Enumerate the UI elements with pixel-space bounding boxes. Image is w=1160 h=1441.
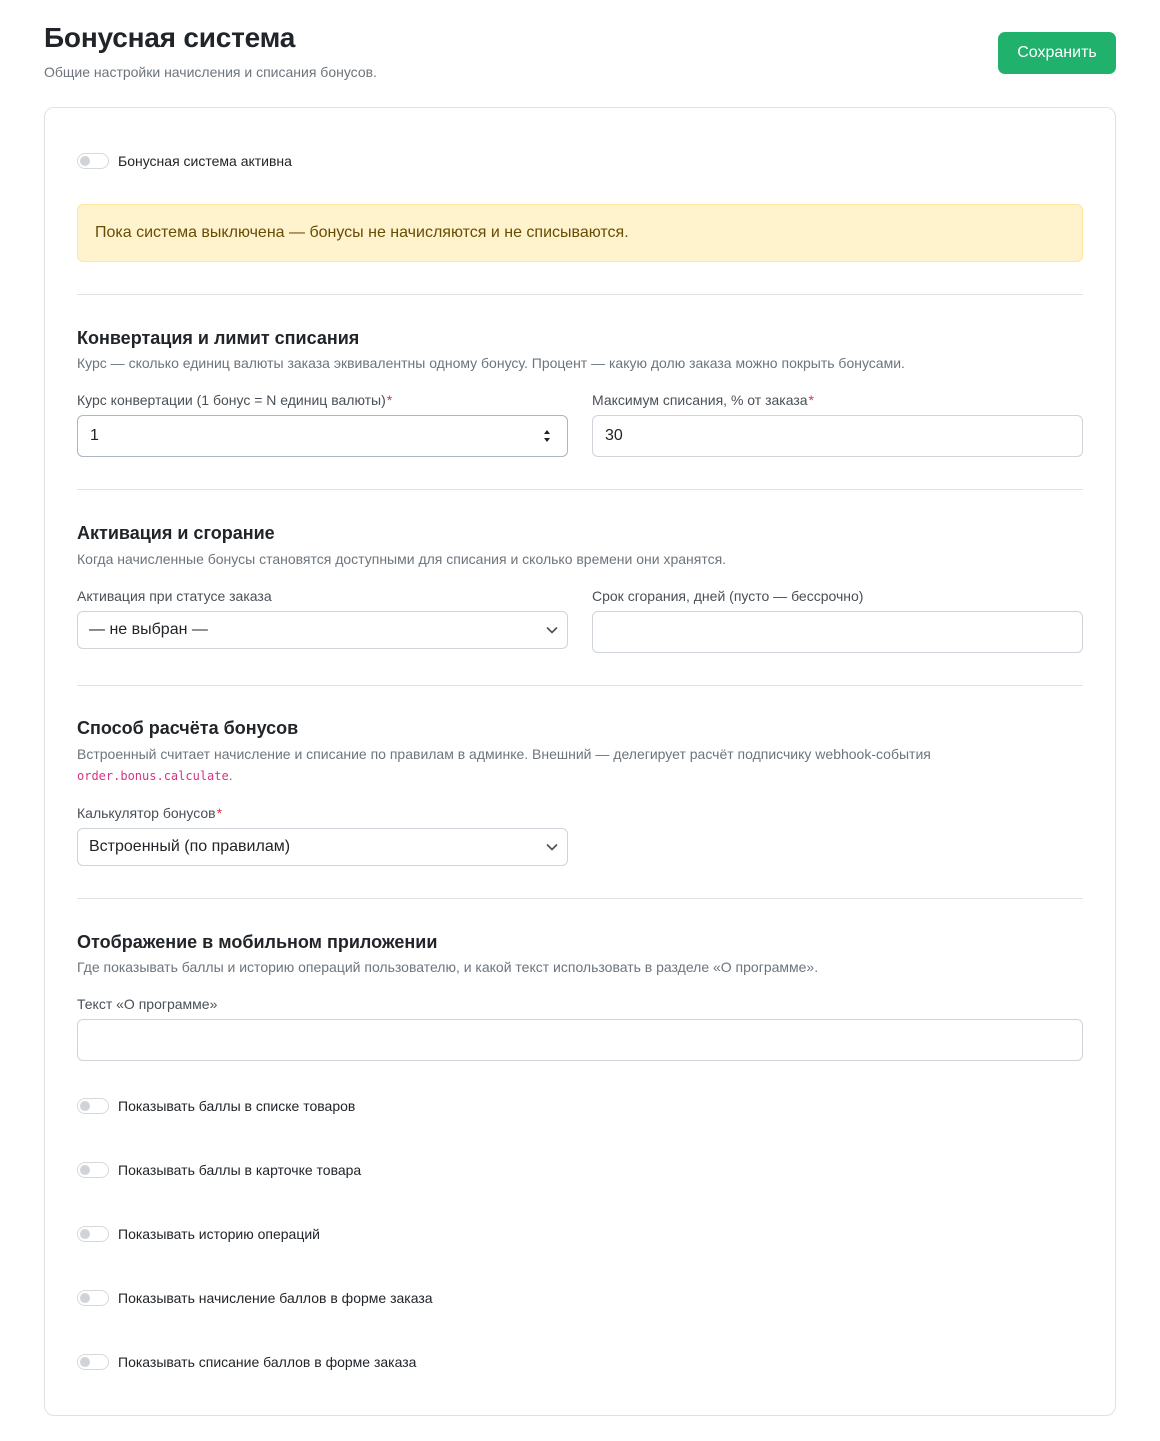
mobile-section-title: Отображение в мобильном приложении bbox=[77, 932, 438, 952]
max-writeoff-input[interactable] bbox=[592, 415, 1083, 457]
activation-status-label: Активация при статусе заказа bbox=[77, 588, 272, 604]
toggle-writeoff-in-order-form[interactable] bbox=[77, 1354, 109, 1370]
divider bbox=[77, 685, 1083, 686]
toggle-label: Показывать историю операций bbox=[118, 1226, 320, 1242]
webhook-event-code: order.bonus.calculate bbox=[77, 769, 229, 783]
page-subtitle: Общие настройки начисления и списания бонусов. bbox=[44, 64, 377, 80]
chevron-down-icon bbox=[546, 624, 558, 636]
settings-card bbox=[44, 107, 1116, 1416]
toggle-operations-history[interactable] bbox=[77, 1226, 109, 1242]
toggle-points-in-product-card[interactable] bbox=[77, 1162, 109, 1178]
calculator-select[interactable] bbox=[77, 828, 568, 866]
activation-status-value: — не выбран — bbox=[89, 621, 208, 638]
toggle-label: Показывать баллы в списке товаров bbox=[118, 1098, 356, 1114]
required-mark: * bbox=[216, 805, 223, 821]
page-title: Бонусная система bbox=[44, 22, 296, 53]
mobile-section-description: Где показывать баллы и историю операций пользователю, и какой текст использовать в разделе «О программе». bbox=[77, 959, 819, 975]
system-active-label: Бонусная система активна bbox=[118, 153, 292, 169]
chevron-down-icon bbox=[546, 841, 558, 853]
description-period: . bbox=[228, 767, 233, 783]
toggle-label: Показывать списание баллов в форме заказа bbox=[118, 1354, 417, 1370]
required-mark: * bbox=[808, 392, 814, 408]
calculator-value: Встроенный (по правилам) bbox=[89, 838, 291, 855]
about-text-label: Текст «О программе» bbox=[77, 996, 218, 1012]
about-text-input[interactable] bbox=[77, 1019, 1083, 1061]
system-active-toggle[interactable] bbox=[77, 153, 109, 169]
number-spinner-icon[interactable] bbox=[541, 425, 553, 447]
expiry-days-label: Срок сгорания, дней (пусто — бессрочно) bbox=[592, 588, 864, 604]
activation-status-select[interactable] bbox=[77, 611, 568, 649]
toggle-label: Показывать начисление баллов в форме заказа bbox=[118, 1290, 433, 1306]
divider bbox=[77, 294, 1083, 295]
toggle-label: Показывать баллы в карточке товара bbox=[118, 1162, 362, 1178]
max-writeoff-value: 30 bbox=[605, 427, 623, 444]
calculation-section-description bbox=[77, 744, 1077, 787]
calculator-field-label: Калькулятор бонусов* bbox=[77, 805, 223, 821]
calculation-description-text: Встроенный считает начисление и списание по правилам в админке. Внешний — делегирует расчёт подписчику webhook-события bbox=[77, 746, 931, 762]
toggle-points-in-product-list[interactable] bbox=[77, 1098, 109, 1114]
divider bbox=[77, 489, 1083, 490]
activation-section-title: Активация и сгорание bbox=[77, 523, 275, 543]
save-button[interactable]: Сохранить bbox=[998, 32, 1116, 74]
required-mark: * bbox=[386, 392, 393, 408]
disabled-warning-alert: Пока система выключена — бонусы не начисляются и не списываются. bbox=[77, 204, 1083, 262]
conversion-rate-value: 1 bbox=[90, 427, 99, 444]
activation-section-description: Когда начисленные бонусы становятся доступными для списания и сколько времени они хранятся. bbox=[77, 551, 727, 567]
conversion-section-description: Курс — сколько единиц валюты заказа эквивалентны одному бонусу. Процент — какую долю заказа можно покрыть бонусами. bbox=[77, 355, 905, 371]
calculation-section-title: Способ расчёта бонусов bbox=[77, 718, 299, 738]
conversion-section-title: Конвертация и лимит списания bbox=[77, 328, 360, 348]
rate-field-label: Курс конвертации (1 бонус = N единиц валюты)* bbox=[77, 392, 393, 408]
expiry-days-input[interactable] bbox=[592, 611, 1083, 653]
conversion-rate-input[interactable] bbox=[77, 415, 568, 457]
divider bbox=[77, 898, 1083, 899]
max-writeoff-field-label: Максимум списания, % от заказа* bbox=[592, 392, 814, 408]
toggle-accrual-in-order-form[interactable] bbox=[77, 1290, 109, 1306]
